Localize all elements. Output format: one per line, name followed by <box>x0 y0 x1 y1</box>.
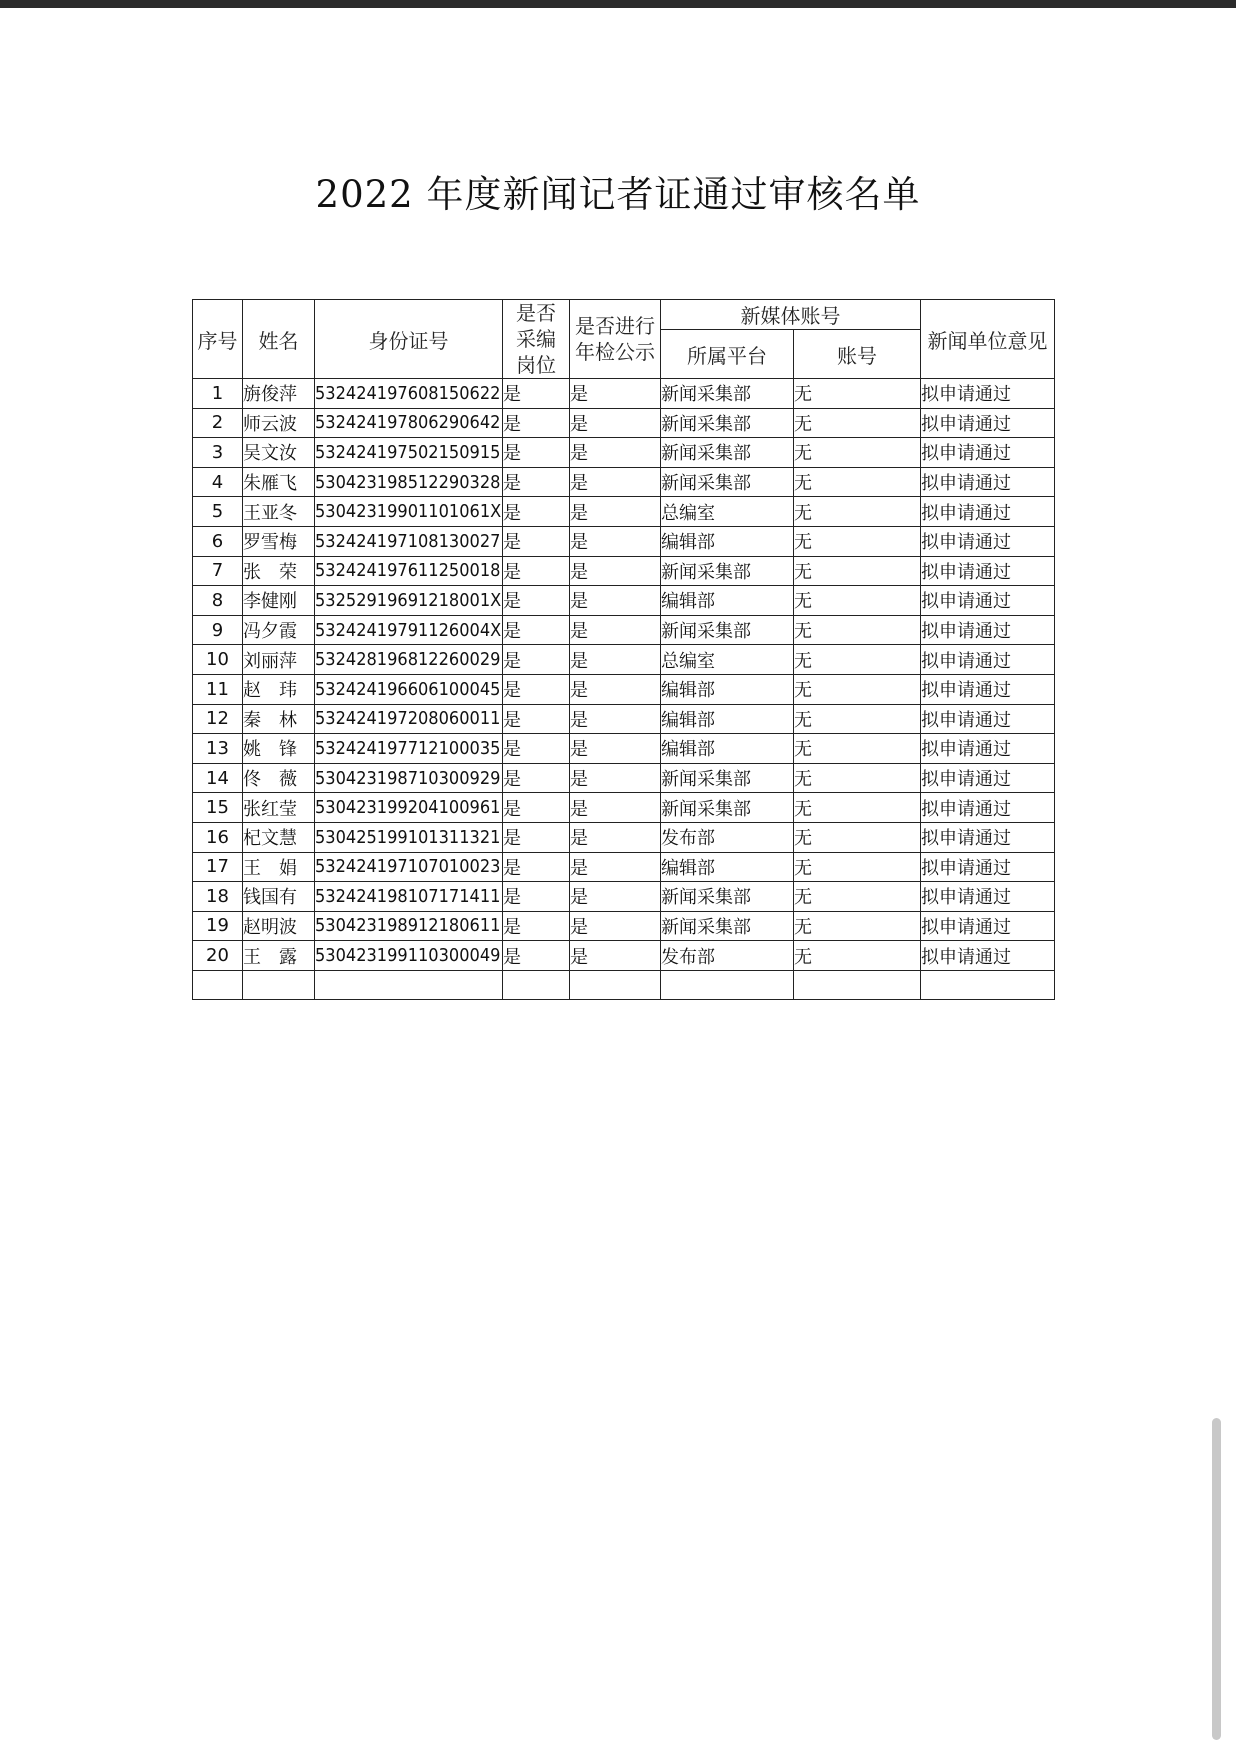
cell-editorial-post: 是 <box>503 882 570 912</box>
cell-unit-opinion: 拟申请通过 <box>921 793 1055 823</box>
cell-unit-opinion: 拟申请通过 <box>921 852 1055 882</box>
cell-id-number: 532424197108130027 <box>315 526 503 556</box>
table-row <box>193 793 1055 823</box>
cell-unit-opinion: 拟申请通过 <box>921 822 1055 852</box>
table-row <box>193 734 1055 764</box>
cell-name: 李健刚 <box>243 586 315 616</box>
cell-unit-opinion: 拟申请通过 <box>921 556 1055 586</box>
cell-account: 无 <box>794 438 921 468</box>
cell-platform: 新闻采集部 <box>661 438 794 468</box>
cell-name: 王亚冬 <box>243 497 315 527</box>
cell-index: 7 <box>193 556 243 586</box>
cell-unit-opinion: 拟申请通过 <box>921 882 1055 912</box>
table-row <box>193 645 1055 675</box>
cell-unit-opinion: 拟申请通过 <box>921 763 1055 793</box>
cell-editorial-post: 是 <box>503 941 570 971</box>
cell-annual-review: 是 <box>570 467 661 497</box>
cell-account: 无 <box>794 615 921 645</box>
cell-platform: 编辑部 <box>661 586 794 616</box>
cell-annual-review: 是 <box>570 852 661 882</box>
cell-index: 14 <box>193 763 243 793</box>
header-id-number: 身份证号 <box>315 300 503 379</box>
cell-id-number: 53242419791126004X <box>315 615 503 645</box>
empty-cell <box>570 970 661 1000</box>
cell-unit-opinion: 拟申请通过 <box>921 645 1055 675</box>
cell-id-number: 530423199110300049 <box>315 941 503 971</box>
cell-id-number: 530423198912180611 <box>315 911 503 941</box>
cell-annual-review: 是 <box>570 882 661 912</box>
cell-platform: 发布部 <box>661 941 794 971</box>
header-annual-review-line: 年检公示 <box>575 340 655 364</box>
cell-name: 师云波 <box>243 408 315 438</box>
cell-account: 无 <box>794 645 921 675</box>
cell-index: 3 <box>193 438 243 468</box>
cell-platform: 新闻采集部 <box>661 763 794 793</box>
cell-unit-opinion: 拟申请通过 <box>921 467 1055 497</box>
cell-annual-review: 是 <box>570 793 661 823</box>
cell-editorial-post: 是 <box>503 379 570 409</box>
cell-id-number: 532424197611250018 <box>315 556 503 586</box>
top-status-bar <box>0 0 1236 8</box>
cell-account: 无 <box>794 822 921 852</box>
table-row <box>193 467 1055 497</box>
cell-index: 18 <box>193 882 243 912</box>
cell-annual-review: 是 <box>570 379 661 409</box>
cell-id-number: 532424197608150622 <box>315 379 503 409</box>
cell-platform: 编辑部 <box>661 526 794 556</box>
cell-name: 姚 锋 <box>243 734 315 764</box>
table-row <box>193 852 1055 882</box>
table-row <box>193 556 1055 586</box>
cell-account: 无 <box>794 763 921 793</box>
cell-editorial-post: 是 <box>503 615 570 645</box>
cell-index: 11 <box>193 674 243 704</box>
cell-index: 20 <box>193 941 243 971</box>
cell-account: 无 <box>794 882 921 912</box>
cell-platform: 新闻采集部 <box>661 379 794 409</box>
cell-account: 无 <box>794 793 921 823</box>
cell-unit-opinion: 拟申请通过 <box>921 734 1055 764</box>
cell-unit-opinion: 拟申请通过 <box>921 674 1055 704</box>
cell-editorial-post: 是 <box>503 704 570 734</box>
header-platform: 所属平台 <box>661 330 794 379</box>
cell-annual-review: 是 <box>570 615 661 645</box>
cell-index: 13 <box>193 734 243 764</box>
empty-cell <box>243 970 315 1000</box>
cell-annual-review: 是 <box>570 734 661 764</box>
cell-name: 赵明波 <box>243 911 315 941</box>
cell-annual-review: 是 <box>570 674 661 704</box>
cell-annual-review: 是 <box>570 556 661 586</box>
cell-index: 17 <box>193 852 243 882</box>
cell-editorial-post: 是 <box>503 674 570 704</box>
cell-annual-review: 是 <box>570 645 661 675</box>
cell-unit-opinion: 拟申请通过 <box>921 704 1055 734</box>
cell-unit-opinion: 拟申请通过 <box>921 586 1055 616</box>
empty-cell <box>921 970 1055 1000</box>
cell-name: 钱国有 <box>243 882 315 912</box>
cell-editorial-post: 是 <box>503 526 570 556</box>
cell-id-number: 530423198710300929 <box>315 763 503 793</box>
cell-annual-review: 是 <box>570 408 661 438</box>
cell-annual-review: 是 <box>570 911 661 941</box>
header-index: 序号 <box>193 300 243 379</box>
cell-id-number: 530423198512290328 <box>315 467 503 497</box>
cell-id-number: 53042319901101061X <box>315 497 503 527</box>
cell-annual-review: 是 <box>570 526 661 556</box>
cell-annual-review: 是 <box>570 586 661 616</box>
cell-annual-review: 是 <box>570 763 661 793</box>
cell-id-number: 532424197107010023 <box>315 852 503 882</box>
cell-platform: 编辑部 <box>661 734 794 764</box>
cell-id-number: 530423199204100961 <box>315 793 503 823</box>
cell-unit-opinion: 拟申请通过 <box>921 438 1055 468</box>
header-annual-review-line: 是否进行 <box>575 314 655 338</box>
cell-index: 9 <box>193 615 243 645</box>
cell-platform: 编辑部 <box>661 674 794 704</box>
cell-platform: 新闻采集部 <box>661 556 794 586</box>
cell-account: 无 <box>794 852 921 882</box>
cell-platform: 新闻采集部 <box>661 467 794 497</box>
cell-annual-review: 是 <box>570 438 661 468</box>
cell-name: 吴文汝 <box>243 438 315 468</box>
cell-id-number: 532424198107171411 <box>315 882 503 912</box>
cell-unit-opinion: 拟申请通过 <box>921 379 1055 409</box>
cell-name: 王 露 <box>243 941 315 971</box>
cell-editorial-post: 是 <box>503 911 570 941</box>
cell-editorial-post: 是 <box>503 497 570 527</box>
cell-index: 16 <box>193 822 243 852</box>
cell-name: 赵 玮 <box>243 674 315 704</box>
cell-platform: 编辑部 <box>661 852 794 882</box>
table-row <box>193 674 1055 704</box>
table-row <box>193 941 1055 971</box>
table-row <box>193 526 1055 556</box>
cell-index: 8 <box>193 586 243 616</box>
cell-account: 无 <box>794 467 921 497</box>
header-editorial-post <box>503 300 570 379</box>
cell-account: 无 <box>794 911 921 941</box>
cell-platform: 编辑部 <box>661 704 794 734</box>
cell-platform: 新闻采集部 <box>661 615 794 645</box>
header-annual-review <box>570 300 661 379</box>
empty-cell <box>661 970 794 1000</box>
cell-platform: 新闻采集部 <box>661 408 794 438</box>
cell-name: 秦 林 <box>243 704 315 734</box>
vertical-scrollbar[interactable] <box>1212 1418 1221 1740</box>
cell-editorial-post: 是 <box>503 734 570 764</box>
cell-platform: 总编室 <box>661 497 794 527</box>
cell-id-number: 532424196606100045 <box>315 674 503 704</box>
cell-account: 无 <box>794 674 921 704</box>
cell-account: 无 <box>794 941 921 971</box>
table-row <box>193 408 1055 438</box>
cell-name: 张 荣 <box>243 556 315 586</box>
cell-annual-review: 是 <box>570 941 661 971</box>
header-new-media-group: 新媒体账号 <box>661 300 921 330</box>
cell-name: 王 娟 <box>243 852 315 882</box>
cell-editorial-post: 是 <box>503 645 570 675</box>
cell-account: 无 <box>794 734 921 764</box>
cell-id-number: 532428196812260029 <box>315 645 503 675</box>
header-unit-opinion: 新闻单位意见 <box>921 300 1055 379</box>
cell-platform: 新闻采集部 <box>661 882 794 912</box>
cell-name: 杞文慧 <box>243 822 315 852</box>
cell-unit-opinion: 拟申请通过 <box>921 526 1055 556</box>
cell-index: 2 <box>193 408 243 438</box>
cell-index: 4 <box>193 467 243 497</box>
roster-table <box>192 299 1055 1000</box>
cell-account: 无 <box>794 556 921 586</box>
table-row-continuation <box>193 970 1055 1000</box>
table-row <box>193 438 1055 468</box>
cell-name: 朱雁飞 <box>243 467 315 497</box>
cell-name: 冯夕霞 <box>243 615 315 645</box>
cell-editorial-post: 是 <box>503 793 570 823</box>
cell-index: 1 <box>193 379 243 409</box>
empty-cell <box>315 970 503 1000</box>
cell-editorial-post: 是 <box>503 852 570 882</box>
header-name: 姓名 <box>243 300 315 379</box>
cell-platform: 新闻采集部 <box>661 793 794 823</box>
cell-id-number: 53252919691218001X <box>315 586 503 616</box>
header-editorial-post-line: 岗位 <box>516 353 556 377</box>
cell-index: 5 <box>193 497 243 527</box>
cell-index: 6 <box>193 526 243 556</box>
empty-cell <box>794 970 921 1000</box>
cell-editorial-post: 是 <box>503 467 570 497</box>
cell-unit-opinion: 拟申请通过 <box>921 911 1055 941</box>
cell-id-number: 532424197712100035 <box>315 734 503 764</box>
cell-name: 佟 薇 <box>243 763 315 793</box>
cell-id-number: 530425199101311321 <box>315 822 503 852</box>
cell-account: 无 <box>794 526 921 556</box>
cell-editorial-post: 是 <box>503 586 570 616</box>
cell-platform: 发布部 <box>661 822 794 852</box>
cell-annual-review: 是 <box>570 704 661 734</box>
table-row <box>193 379 1055 409</box>
table-row <box>193 615 1055 645</box>
cell-id-number: 532424197208060011 <box>315 704 503 734</box>
cell-unit-opinion: 拟申请通过 <box>921 497 1055 527</box>
table-row <box>193 822 1055 852</box>
cell-account: 无 <box>794 379 921 409</box>
empty-cell <box>193 970 243 1000</box>
cell-name: 罗雪梅 <box>243 526 315 556</box>
cell-editorial-post: 是 <box>503 556 570 586</box>
cell-account: 无 <box>794 586 921 616</box>
cell-account: 无 <box>794 704 921 734</box>
cell-account: 无 <box>794 497 921 527</box>
cell-unit-opinion: 拟申请通过 <box>921 615 1055 645</box>
cell-index: 12 <box>193 704 243 734</box>
cell-id-number: 532424197806290642 <box>315 408 503 438</box>
cell-annual-review: 是 <box>570 497 661 527</box>
cell-index: 15 <box>193 793 243 823</box>
empty-cell <box>503 970 570 1000</box>
cell-id-number: 532424197502150915 <box>315 438 503 468</box>
cell-index: 19 <box>193 911 243 941</box>
cell-unit-opinion: 拟申请通过 <box>921 941 1055 971</box>
cell-editorial-post: 是 <box>503 763 570 793</box>
cell-editorial-post: 是 <box>503 438 570 468</box>
cell-platform: 总编室 <box>661 645 794 675</box>
cell-annual-review: 是 <box>570 822 661 852</box>
cell-index: 10 <box>193 645 243 675</box>
cell-name: 刘丽萍 <box>243 645 315 675</box>
cell-name: 张红莹 <box>243 793 315 823</box>
table-row <box>193 911 1055 941</box>
table-row <box>193 586 1055 616</box>
cell-editorial-post: 是 <box>503 408 570 438</box>
cell-name: 旃俊萍 <box>243 379 315 409</box>
cell-unit-opinion: 拟申请通过 <box>921 408 1055 438</box>
header-editorial-post-line: 是否 <box>516 301 556 325</box>
table-row <box>193 882 1055 912</box>
page-title: 2022 年度新闻记者证通过审核名单 <box>315 173 921 216</box>
table-row <box>193 497 1055 527</box>
header-editorial-post-line: 采编 <box>516 327 556 351</box>
table-row <box>193 704 1055 734</box>
cell-account: 无 <box>794 408 921 438</box>
header-account: 账号 <box>794 330 921 379</box>
roster-body <box>193 379 1055 1000</box>
cell-platform: 新闻采集部 <box>661 911 794 941</box>
table-row <box>193 763 1055 793</box>
cell-editorial-post: 是 <box>503 822 570 852</box>
